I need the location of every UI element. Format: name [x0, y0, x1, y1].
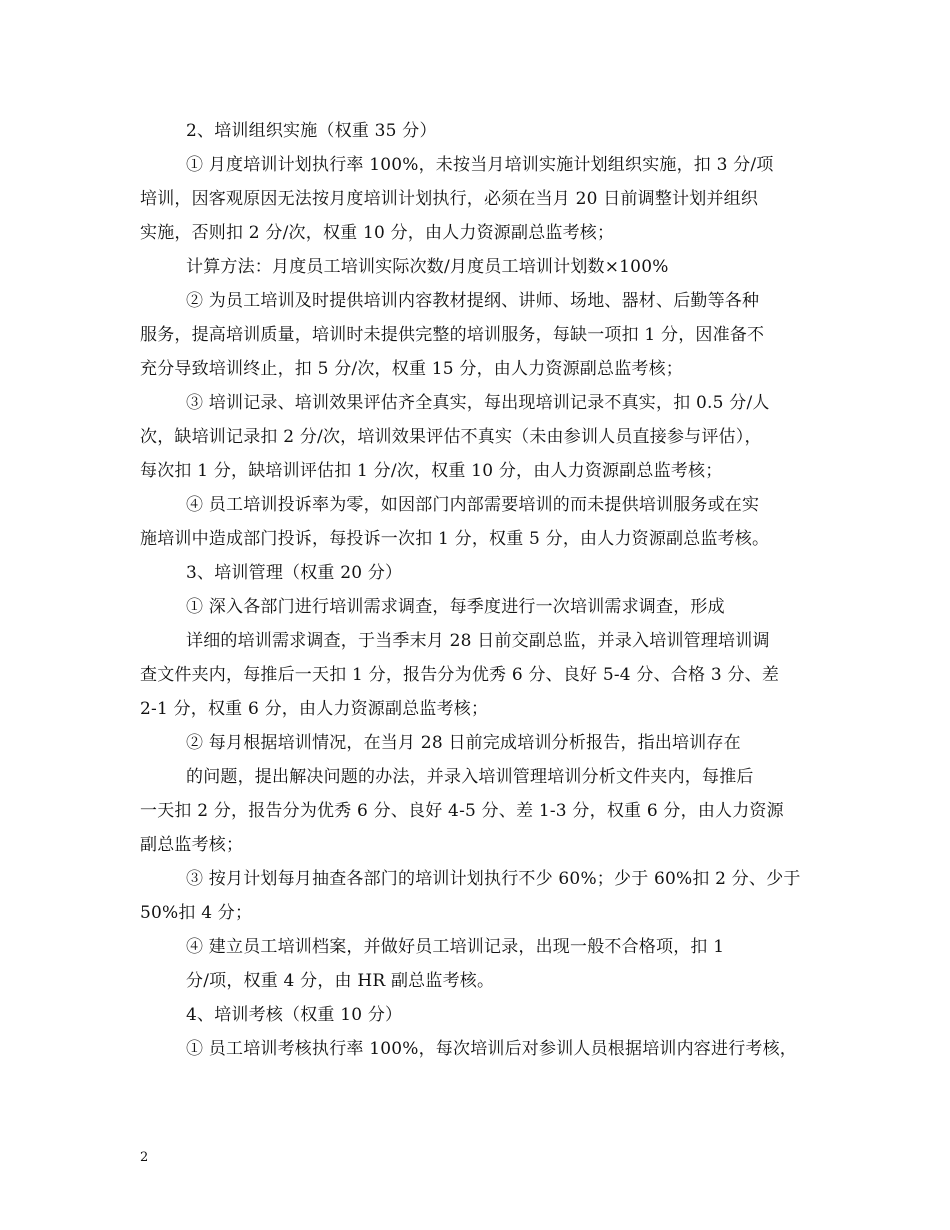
page-number: 2 [140, 1150, 149, 1165]
paragraph-line: 50%扣 4 分； [140, 903, 253, 923]
paragraph-line: 服务，提高培训质量，培训时未提供完整的培训服务，每缺一项扣 1 分，因准备不 [140, 325, 765, 345]
section-heading-training-assessment: 4、培训考核（权重 10 分） [186, 1005, 403, 1025]
paragraph-line: ③ 培训记录、培训效果评估齐全真实，每出现培训记录不真实，扣 0.5 分/人 [186, 393, 770, 413]
paragraph-line: 查文件夹内，每推后一天扣 1 分，报告分为优秀 6 分、良好 5-4 分、合格 3 分、差 [140, 665, 780, 685]
paragraph-line: ① 深入各部门进行培训需求调查，每季度进行一次培训需求调查，形成 [186, 597, 725, 617]
paragraph-line: 实施，否则扣 2 分/次，权重 10 分，由人力资源副总监考核； [140, 223, 615, 243]
paragraph-line: 施培训中造成部门投诉，每投诉一次扣 1 分，权重 5 分，由人力资源副总监考核。 [140, 529, 770, 549]
paragraph-line: ① 月度培训计划执行率 100%，未按当月培训实施计划组织实施，扣 3 分/项 [186, 155, 774, 175]
paragraph-line: 每次扣 1 分，缺培训评估扣 1 分/次，权重 10 分，由人力资源副总监考核； [140, 461, 723, 481]
paragraph-line: 次，缺培训记录扣 2 分/次，培训效果评估不真实（未由参训人员直接参与评估）， [140, 427, 762, 447]
paragraph-line: 详细的培训需求调查，于当季末月 28 日前交副总监，并录入培训管理培训调 [186, 631, 770, 651]
paragraph-line: 培训，因客观原因无法按月度培训计划执行，必须在当月 20 日前调整计划并组织 [140, 189, 759, 209]
paragraph-line: ④ 员工培训投诉率为零，如因部门内部需要培训的而未提供培训服务或在实 [186, 495, 760, 515]
paragraph-line: 充分导致培训终止，扣 5 分/次，权重 15 分，由人力资源副总监考核； [140, 359, 683, 379]
paragraph-line: 2-1 分，权重 6 分，由人力资源副总监考核； [140, 699, 489, 719]
paragraph-line: ② 每月根据培训情况，在当月 28 日前完成培训分析报告，指出培训存在 [186, 733, 741, 753]
section-heading-training-management: 3、培训管理（权重 20 分） [186, 563, 403, 583]
paragraph-line: 副总监考核； [140, 835, 244, 855]
paragraph-line: ③ 按月计划每月抽查各部门的培训计划执行不少 60%；少于 60%扣 2 分、少于 [186, 869, 801, 889]
paragraph-line: 一天扣 2 分，报告分为优秀 6 分、良好 4-5 分、差 1-3 分，权重 6 分，由人力资源 [140, 801, 784, 821]
paragraph-line: ④ 建立员工培训档案，并做好员工培训记录，出现一般不合格项，扣 1 [186, 937, 725, 957]
paragraph-line: 计算方法：月度员工培训实际次数/月度员工培训计划数×100% [186, 257, 669, 277]
paragraph-line: 分/项，权重 4 分，由 HR 副总监考核。 [186, 971, 495, 991]
paragraph-line: ② 为员工培训及时提供培训内容教材提纲、讲师、场地、器材、后勤等各种 [186, 291, 760, 311]
paragraph-line: 的问题，提出解决问题的办法，并录入培训管理培训分析文件夹内，每推后 [186, 767, 754, 787]
paragraph-line: ① 员工培训考核执行率 100%，每次培训后对参训人员根据培训内容进行考核， [186, 1039, 798, 1059]
section-heading-training-implementation: 2、培训组织实施（权重 35 分） [186, 121, 437, 141]
